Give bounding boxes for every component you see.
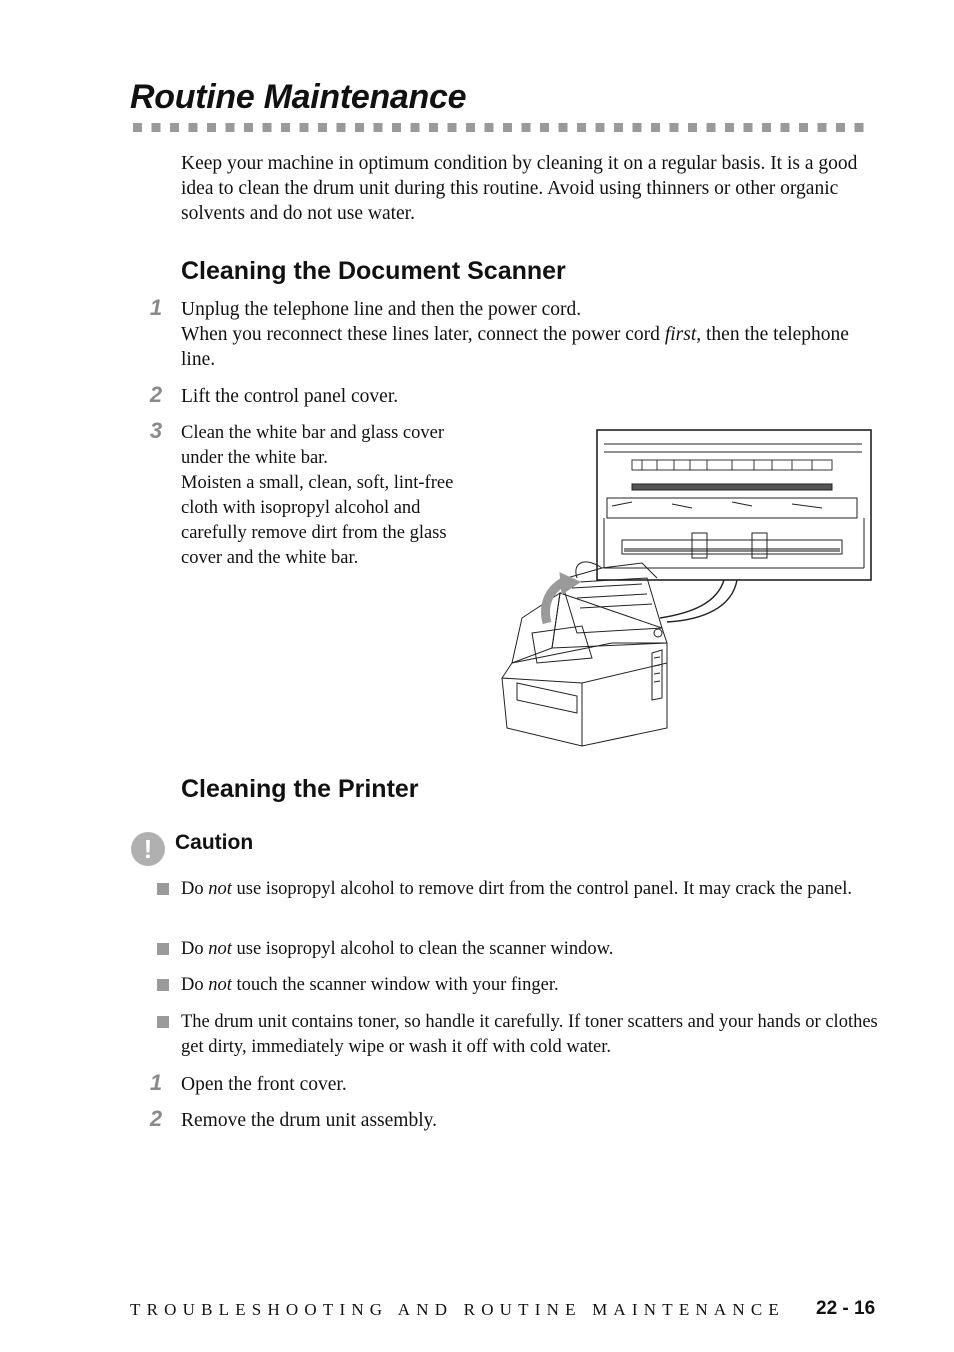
- step-number: 2: [149, 382, 163, 407]
- intro-paragraph: Keep your machine in optimum condition by cleaning it on a regular basis. It is a good idea to clean the drum unit during this routine. Avoid using thinners or other organic solvents and do not use water.: [181, 153, 858, 224]
- caution-text: use isopropyl alcohol to remove dirt from the control panel. It may crack the panel.: [231, 879, 852, 899]
- step-text: Remove the drum unit assembly.: [181, 1110, 437, 1131]
- title-underline-divider: [133, 123, 873, 132]
- step-text: Lift the control panel cover.: [181, 386, 399, 407]
- step-number: 2: [149, 1106, 163, 1131]
- bullet-square: [157, 943, 169, 955]
- caution-text: Do: [181, 939, 209, 959]
- caution-text: Do: [181, 975, 209, 995]
- bullet-square: [157, 979, 169, 991]
- step-line: When you reconnect these lines later, connect the power cord: [181, 324, 665, 345]
- step-line: Unplug the telephone line and then the power cord.: [181, 299, 582, 320]
- step-line: , then the telephone line.: [181, 324, 849, 370]
- step-number: 1: [149, 1070, 163, 1095]
- caution-text: use isopropyl alcohol to clean the scanner window.: [231, 939, 614, 959]
- scanner-section-heading: Cleaning the Document Scanner: [181, 257, 566, 285]
- emphasis-text: not: [208, 975, 232, 995]
- emphasis-text: not: [208, 939, 232, 959]
- caution-text: touch the scanner window with your finger.: [231, 975, 559, 995]
- emphasis-text: first: [664, 324, 697, 345]
- step-number: 1: [149, 295, 163, 320]
- step-number: 3: [149, 418, 163, 443]
- caution-text: Do: [181, 879, 209, 899]
- caution-item: [181, 877, 881, 902]
- caution-item: [181, 1010, 881, 1060]
- page-number: 22 - 16: [816, 1298, 876, 1319]
- exclamation-icon: !: [131, 832, 165, 866]
- step-line: Clean the white bar and glass cover under the white bar.: [181, 423, 445, 468]
- footer-section-title: TROUBLESHOOTING AND ROUTINE MAINTENANCE: [130, 1300, 785, 1319]
- caution-label: Caution: [175, 831, 254, 854]
- page-title: Routine Maintenance: [130, 78, 467, 116]
- scanner-cleaning-illustration: [492, 428, 876, 752]
- bullet-square: [157, 883, 169, 895]
- emphasis-text: not: [208, 879, 232, 899]
- caution-item: [181, 937, 881, 962]
- caution-text: The drum unit contains toner, so handle it carefully. If toner scatters and your hands or clothes get dirty, immediately wipe or wash it off with cold water.: [181, 1012, 878, 1057]
- printer-section-heading: Cleaning the Printer: [181, 775, 419, 803]
- bullet-square: [157, 1016, 169, 1028]
- step-text: [181, 297, 881, 372]
- step-text: Open the front cover.: [181, 1074, 347, 1095]
- caution-item: [181, 973, 881, 998]
- step-text: [181, 421, 481, 571]
- step-line: Moisten a small, clean, soft, lint-free cloth with isopropyl alcohol and carefully remove dirt from the glass cover and the white bar.: [181, 473, 454, 568]
